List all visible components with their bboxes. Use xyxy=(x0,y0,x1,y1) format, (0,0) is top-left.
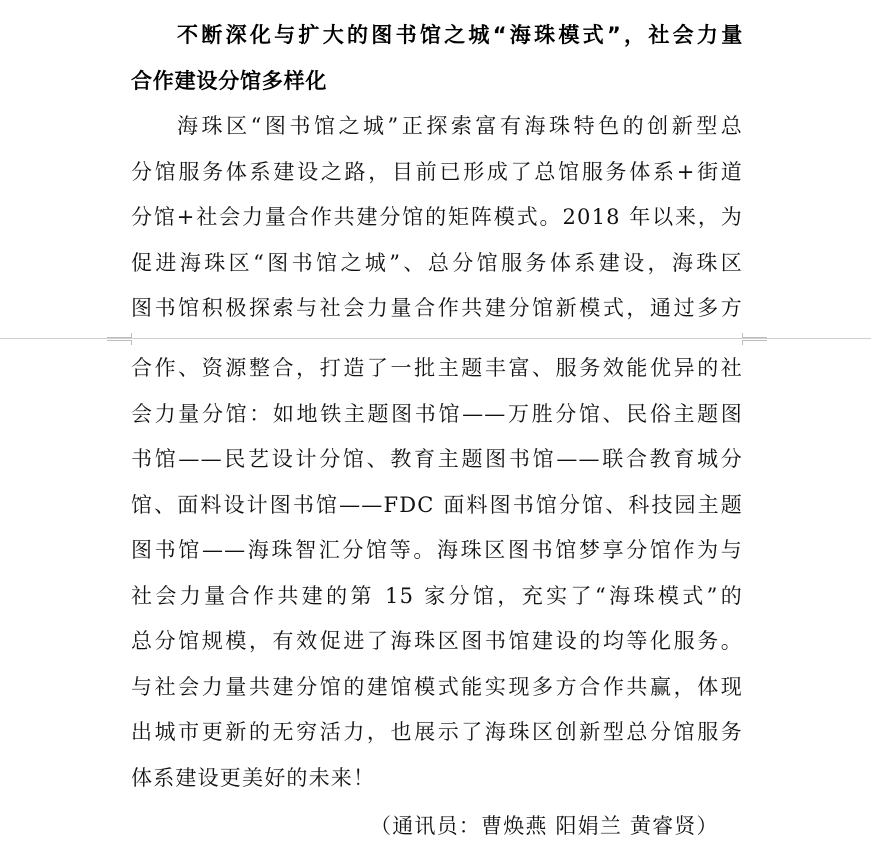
heading-line-1: 不断深化与扩大的图书馆之城“海珠模式”，社会力量 xyxy=(177,23,743,47)
section-heading xyxy=(131,13,743,104)
paragraph-line: 体系建设更美好的未来！ xyxy=(131,765,376,790)
paragraph-part-2 xyxy=(131,346,743,801)
paragraph-part-1 xyxy=(131,104,743,332)
correspondent-credit: （通讯员：曹焕燕 阳娟兰 黄睿贤） xyxy=(370,814,719,838)
page-break-line xyxy=(0,338,871,339)
heading-line-2: 合作建设分馆多样化 xyxy=(131,68,328,93)
paragraph-line: 出城市更新的无穷活力，也展示了海珠区创新型总分馆服务 xyxy=(131,720,743,744)
paragraph-line: 图书馆——海珠智汇分馆等。海珠区图书馆梦享分馆作为与 xyxy=(131,538,743,562)
paragraph-line: 总分馆规模，有效促进了海珠区图书馆建设的均等化服务。 xyxy=(131,629,743,653)
paragraph-line: 合作、资源整合，打造了一批主题丰富、服务效能优异的社 xyxy=(131,356,743,380)
margin-corner-mark xyxy=(107,340,132,345)
paragraph-line: 促进海珠区“图书馆之城”、总分馆服务体系建设，海珠区 xyxy=(131,250,743,275)
margin-corner-mark xyxy=(742,340,767,345)
paragraph-line: 书馆——民艺设计分馆、教育主题图书馆——联合教育城分 xyxy=(131,447,743,471)
paragraph-line: 分馆+社会力量合作共建分馆的矩阵模式。2018 年以来，为 xyxy=(131,205,743,229)
paragraph-line: 社会力量合作共建的第 15 家分馆，充实了“海珠模式”的 xyxy=(131,583,743,608)
paragraph-line: 会力量分馆：如地铁主题图书馆——万胜分馆、民俗主题图 xyxy=(131,401,743,426)
margin-corner-mark xyxy=(107,333,132,338)
clipped-previous-line xyxy=(170,0,710,3)
paragraph-line: 与社会力量共建分馆的建馆模式能实现多方合作共赢，体现 xyxy=(131,674,743,699)
margin-corner-mark xyxy=(742,333,767,338)
paragraph-line: 海珠区“图书馆之城”正探索富有海珠特色的创新型总 xyxy=(177,114,743,138)
paragraph-line: 图书馆积极探索与社会力量合作共建分馆新模式，通过多方 xyxy=(131,296,743,320)
paragraph-line: 馆、面料设计图书馆——FDC 面料图书馆分馆、科技园主题 xyxy=(131,492,743,517)
paragraph-line: 分馆服务体系建设之路，目前已形成了总馆服务体系+街道 xyxy=(131,159,743,184)
